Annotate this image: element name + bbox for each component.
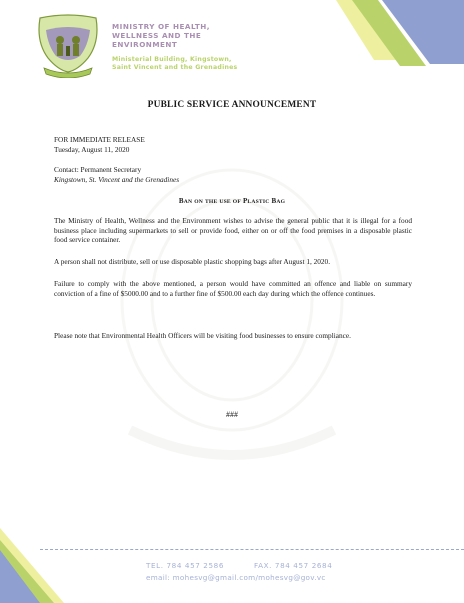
release-block: [54, 135, 412, 154]
footer-email: email: mohesvg@gmail.com/mohesvg@gov.vc: [146, 573, 326, 582]
contact-block: [54, 165, 412, 184]
address-line-1: Ministerial Building, Kingstown,: [112, 56, 232, 63]
subject-text: BAN ON THE USE OF PLASTIC BAG: [178, 197, 286, 205]
release-label: FOR IMMEDIATE RELEASE: [54, 135, 145, 144]
ministry-address: [112, 56, 237, 72]
end-mark: ###: [226, 410, 238, 419]
contact-name: Contact: Permanent Secretary: [54, 165, 142, 174]
ministry-line-1: MINISTRY OF HEALTH,: [112, 22, 210, 31]
contact-place: Kingstown, St. Vincent and the Grenadines: [54, 174, 180, 184]
address-line-2: Saint Vincent and the Grenadines: [112, 64, 238, 71]
footer-tel: TEL. 784 457 2586: [146, 561, 225, 570]
ministry-line-3: ENVIRONMENT: [112, 40, 178, 49]
ministry-name: [112, 22, 210, 49]
paragraph-shopping-bags: A person shall not distribute, sell or use disposable plastic shopping bags after August 1, 2020.: [54, 257, 331, 266]
subject-heading: [0, 197, 464, 205]
paragraph-inspections: Please note that Environmental Health Officers will be visiting food businesses to ensure compliance.: [54, 331, 351, 340]
release-date: Tuesday, August 11, 2020: [54, 144, 130, 154]
paragraph-penalties: Failure to comply with the above mentioned, a person would have committed an offence and liable on summary conviction of a fine of $5000.00 and to a further fine of $500.00 each day during which the offence continues.: [54, 279, 412, 298]
paragraph-food-containers: The Ministry of Health, Wellness and the Environment wishes to advise the general public that it is illegal for a food business place including supermarkets to sell or provide food, either on or off the food premises in a disposable plastic food service container.: [54, 216, 412, 245]
footer-divider: [40, 549, 464, 550]
ministry-line-2: WELLNESS AND THE: [112, 31, 202, 40]
announcement-title: PUBLIC SERVICE ANNOUNCEMENT: [147, 100, 317, 110]
footer-fax: FAX. 784 457 2684: [254, 561, 333, 570]
footer-phone-line: [146, 561, 332, 570]
coat-of-arms-seal-icon: [30, 12, 106, 78]
